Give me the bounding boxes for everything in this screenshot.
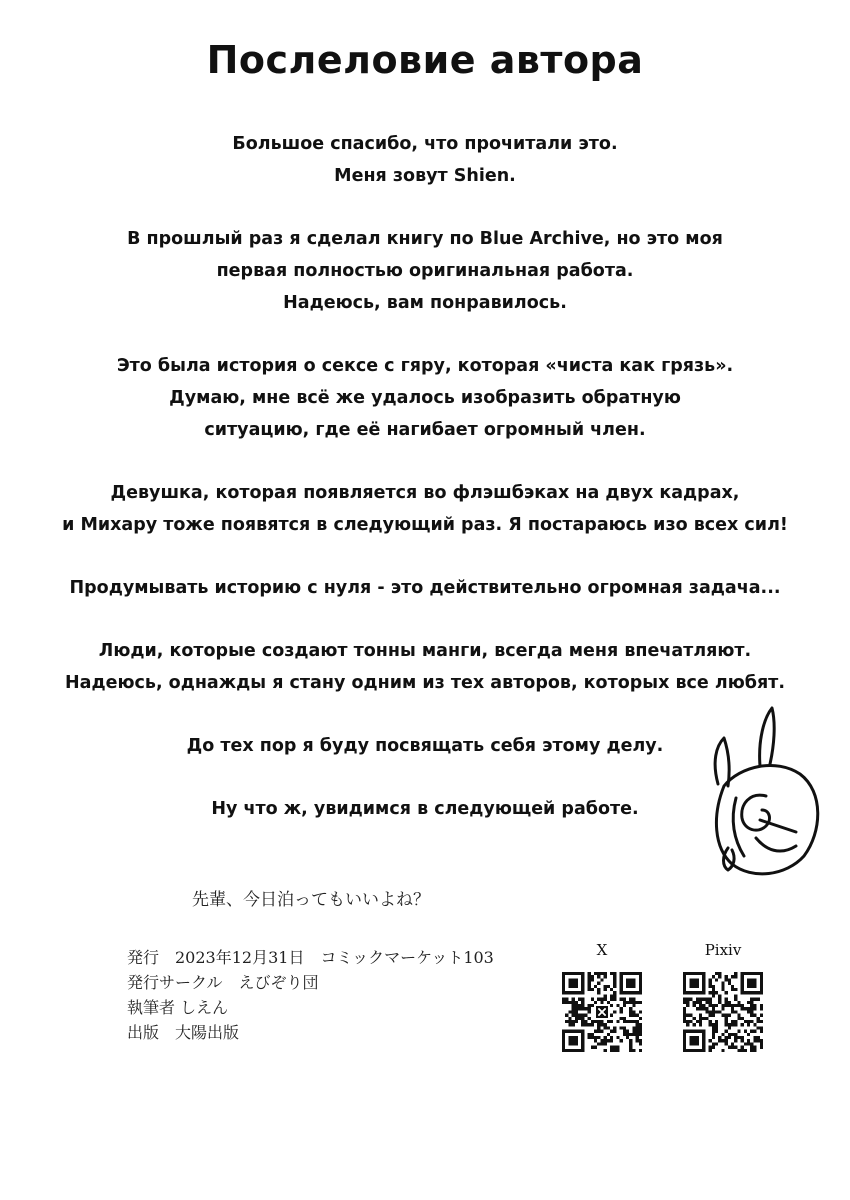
page-title: Послеловие автора — [206, 38, 644, 82]
text-line: Надеюсь, вам понравилось. — [283, 293, 567, 313]
afterword-body — [50, 128, 800, 856]
paragraph-4 — [50, 477, 800, 541]
x-qr-block — [562, 938, 642, 1057]
x-qr-label: X — [596, 941, 608, 959]
text-line: Продумывать историю с нуля - это действительно огромная задача... — [69, 578, 781, 598]
paragraph-1 — [50, 128, 800, 192]
text-line: Ну что ж, увидимся в следующей работе. — [211, 799, 639, 819]
author-signature-icon — [700, 700, 830, 890]
text-line: Это была история о сексе с гяру, которая «чиста как грязь». — [116, 356, 734, 376]
x-qr-code-icon[interactable] — [562, 972, 642, 1052]
paragraph-7 — [50, 730, 800, 762]
pixiv-qr-block — [683, 938, 763, 1057]
text-line: ситуацию, где её нагибает огромный член. — [204, 420, 646, 440]
paragraph-2 — [50, 223, 800, 319]
book-subtitle: 先輩、今日泊ってもいいよね？ — [192, 890, 430, 910]
text-line: В прошлый раз я сделал книгу по Blue Archive, но это моя — [127, 229, 723, 249]
paragraph-5 — [50, 572, 800, 604]
colophon-printer: 出版 大陽出版 — [127, 1023, 240, 1042]
text-line: Меня зовут Shien. — [334, 166, 516, 186]
colophon-circle: 発行サークル えびぞり団 — [127, 973, 319, 992]
paragraph-3 — [50, 350, 800, 446]
text-line: и Михару тоже появятся в следующий раз. Я постараюсь изо всех сил! — [62, 515, 788, 535]
text-line: Люди, которые создают тонны манги, всегда меня впечатляют. — [98, 641, 752, 661]
text-line: До тех пор я буду посвящать себя этому делу. — [186, 736, 664, 756]
text-line: Надеюсь, однажды я стану одним из тех авторов, которых все любят. — [65, 673, 785, 693]
paragraph-6 — [50, 635, 800, 699]
pixiv-qr-label: Pixiv — [704, 941, 742, 959]
pixiv-qr-code-icon[interactable] — [683, 972, 763, 1052]
text-line: Думаю, мне всё же удалось изобразить обратную — [169, 388, 681, 408]
paragraph-8 — [50, 793, 800, 825]
colophon-publication-date: 発行 2023年12月31日 コミックマーケット103 — [127, 948, 494, 967]
text-line: Девушка, которая появляется во флэшбэках на двух кадрах, — [110, 483, 740, 503]
text-line: первая полностью оригинальная работа. — [216, 261, 634, 281]
colophon — [127, 945, 494, 1045]
colophon-author: 執筆者 しえん — [127, 998, 229, 1017]
text-line: Большое спасибо, что прочитали это. — [232, 134, 618, 154]
